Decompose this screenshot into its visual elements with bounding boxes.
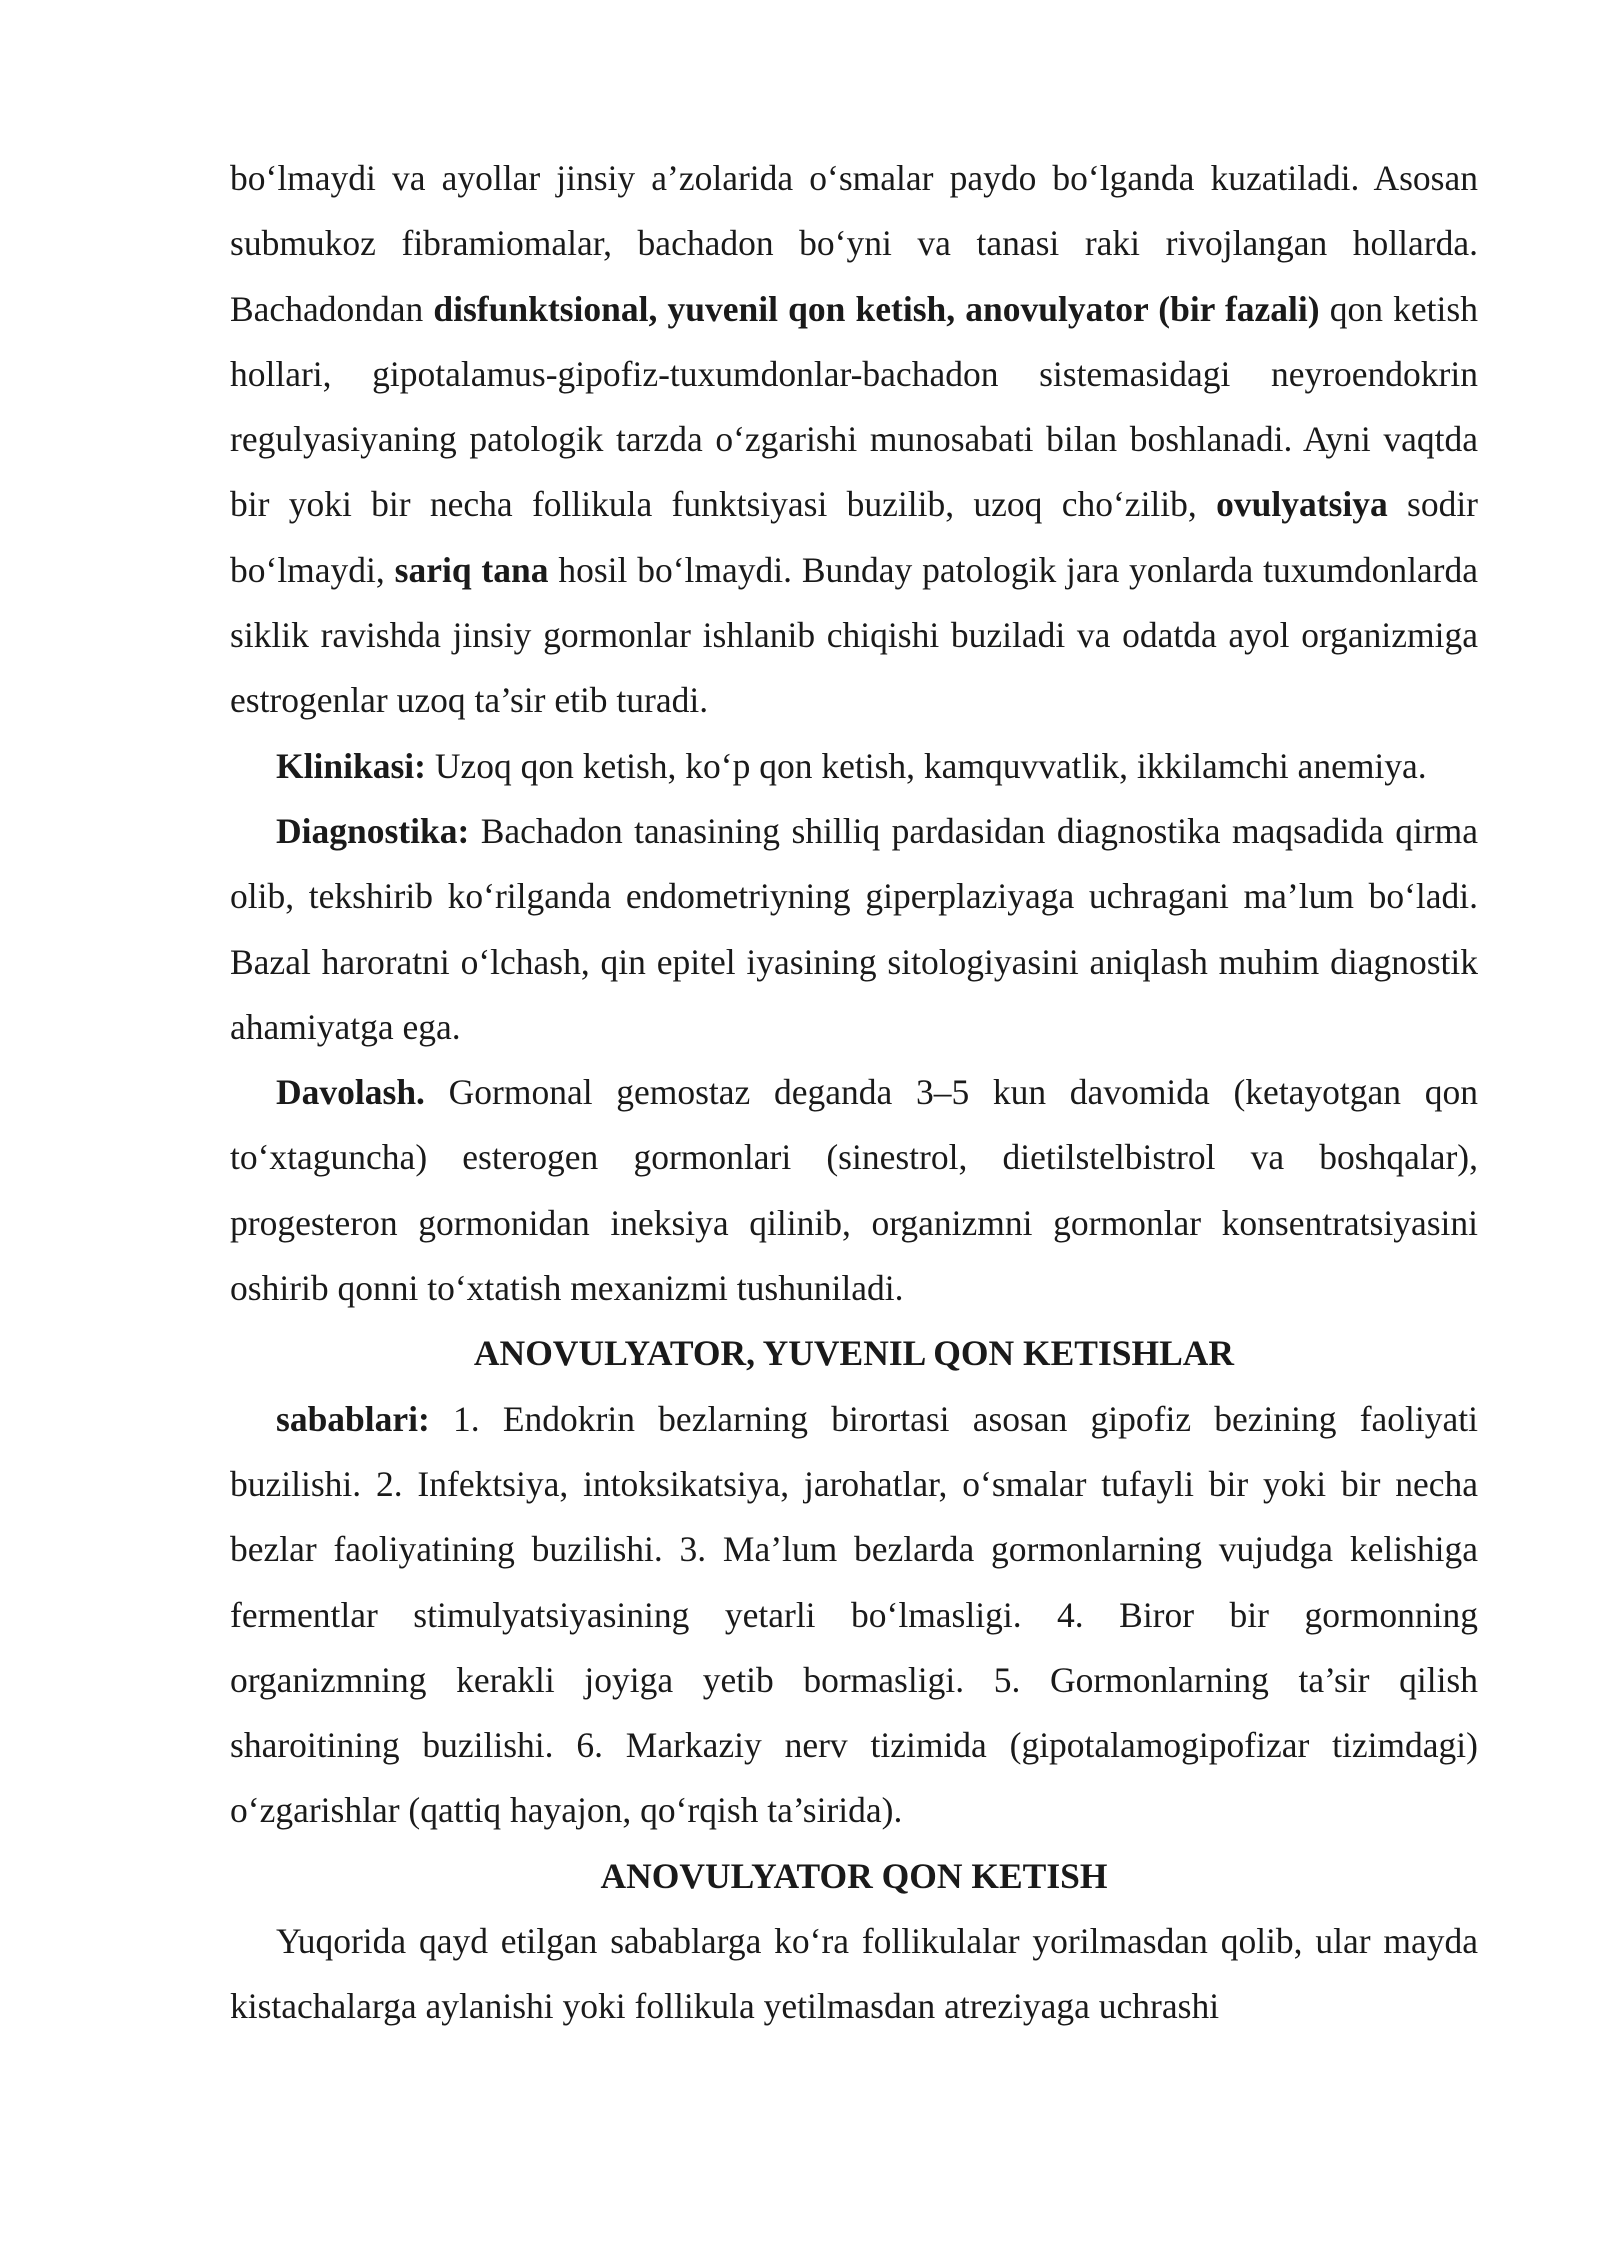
bold-term: sariq tana (394, 549, 549, 590)
text-run: qon ketish hollari, gipotalamus-gipofiz-tuxumdonlar-bachadon sistemasidagi neyroendokrin regulyasiyaning patologik tarzda o‘zgarishi munosabati bilan boshlanadi. Ayni vaqtda bir yoki bir necha follikula funktsiyasi buzilib, uzoq cho‘zilib, (230, 288, 1478, 525)
paragraph-diagnostika (230, 799, 1478, 1060)
heading-text: ANOVULYATOR, YUVENIL QON KETISHLAR (473, 1333, 1235, 1374)
heading-text: ANOVULYATOR QON KETISH (600, 1855, 1108, 1896)
section-label: Davolash. (276, 1072, 425, 1113)
paragraph-intro (230, 146, 1478, 734)
text-run: sodir bo‘lmaydi, (230, 484, 1479, 590)
text-run: bo‘lmaydi va ayollar jinsiy a’zolarida o‘smalar paydo bo‘lganda kuzatiladi. Asosan submukoz fibramiomalar, bachadon bo‘yni va tanasi raki rivojlangan hollarda. Bachadondan (230, 158, 1478, 329)
paragraph-yuqorida (230, 1909, 1478, 2040)
section-label: Diagnostika: (276, 810, 470, 851)
text-run: Bachadon tanasining shilliq pardasidan diagnostika maqsadida qirma olib, tekshirib ko‘rilganda endometriyning giperplaziyaga uchragani ma’lum bo‘ladi. Bazal haroratni o‘lchash, qin epitel iyasining sitologiyasini aniqlash muhim diagnostik ahamiyatga ega. (230, 810, 1478, 1047)
text-run: hosil bo‘lmaydi. Bunday patologik jara yonlarda tuxumdonlarda siklik ravishda jinsiy gormonlar ishlanib chiqishi buziladi va odatda ayol organizmiga estrogenlar uzoq ta’sir etib turadi. (230, 549, 1479, 721)
section-label: Klinikasi: (276, 745, 426, 786)
paragraph-davolash (230, 1060, 1478, 1321)
section-label: sabablari: (276, 1398, 430, 1439)
section-heading (230, 1321, 1478, 1386)
document-body (230, 146, 1478, 2040)
text-run: Uzoq qon ketish, ko‘p qon ketish, kamquvvatlik, ikkilamchi anemiya. (425, 745, 1427, 786)
paragraph-klinikasi (230, 734, 1478, 799)
paragraph-sabablari (230, 1387, 1478, 1844)
bold-term: ovulyatsiya (1216, 484, 1388, 525)
section-heading (230, 1844, 1478, 1909)
bold-term: disfunktsional, yuvenil qon ketish, anovulyator (bir fazali) (433, 288, 1320, 329)
text-run: Gormonal gemostaz deganda 3–5 kun davomida (ketayotgan qon to‘xtaguncha) esterogen gormonlari (sinestrol, dietilstelbistrol va boshqalar), progesteron gormonidan ineksiya qilinib, organizmni gormonlar konsentratsiyasini oshirib qonni to‘xtatish mexanizmi tushuniladi. (230, 1072, 1478, 1309)
text-run: Yuqorida qayd etilgan sabablarga ko‘ra follikulalar yorilmasdan qolib, ular mayda kistachalarga aylanishi yoki follikula yetilmasdan atreziyaga uchrashi (230, 1921, 1478, 2027)
text-run: 1. Endokrin bezlarning birortasi asosan gipofiz bezining faoliyati buzilishi. 2. Infektsiya, intoksikatsiya, jarohatlar, o‘smalar tufayli bir yoki bir necha bezlar faoliyatining buzilishi. 3. Ma’lum bezlarda gormonlarning vujudga kelishiga fermentlar stimulyatsiyasining yetarli bo‘lmasligi. 4. Biror bir gormonning organizmning kerakli joyiga yetib bormasligi. 5. Gormonlarning ta’sir qilish sharoitining buzilishi. 6. Markaziy nerv tizimida (gipotalamogipofizar tizimdagi) o‘zgarishlar (qattiq hayajon, qo‘rqish ta’sirida). (230, 1398, 1478, 1831)
